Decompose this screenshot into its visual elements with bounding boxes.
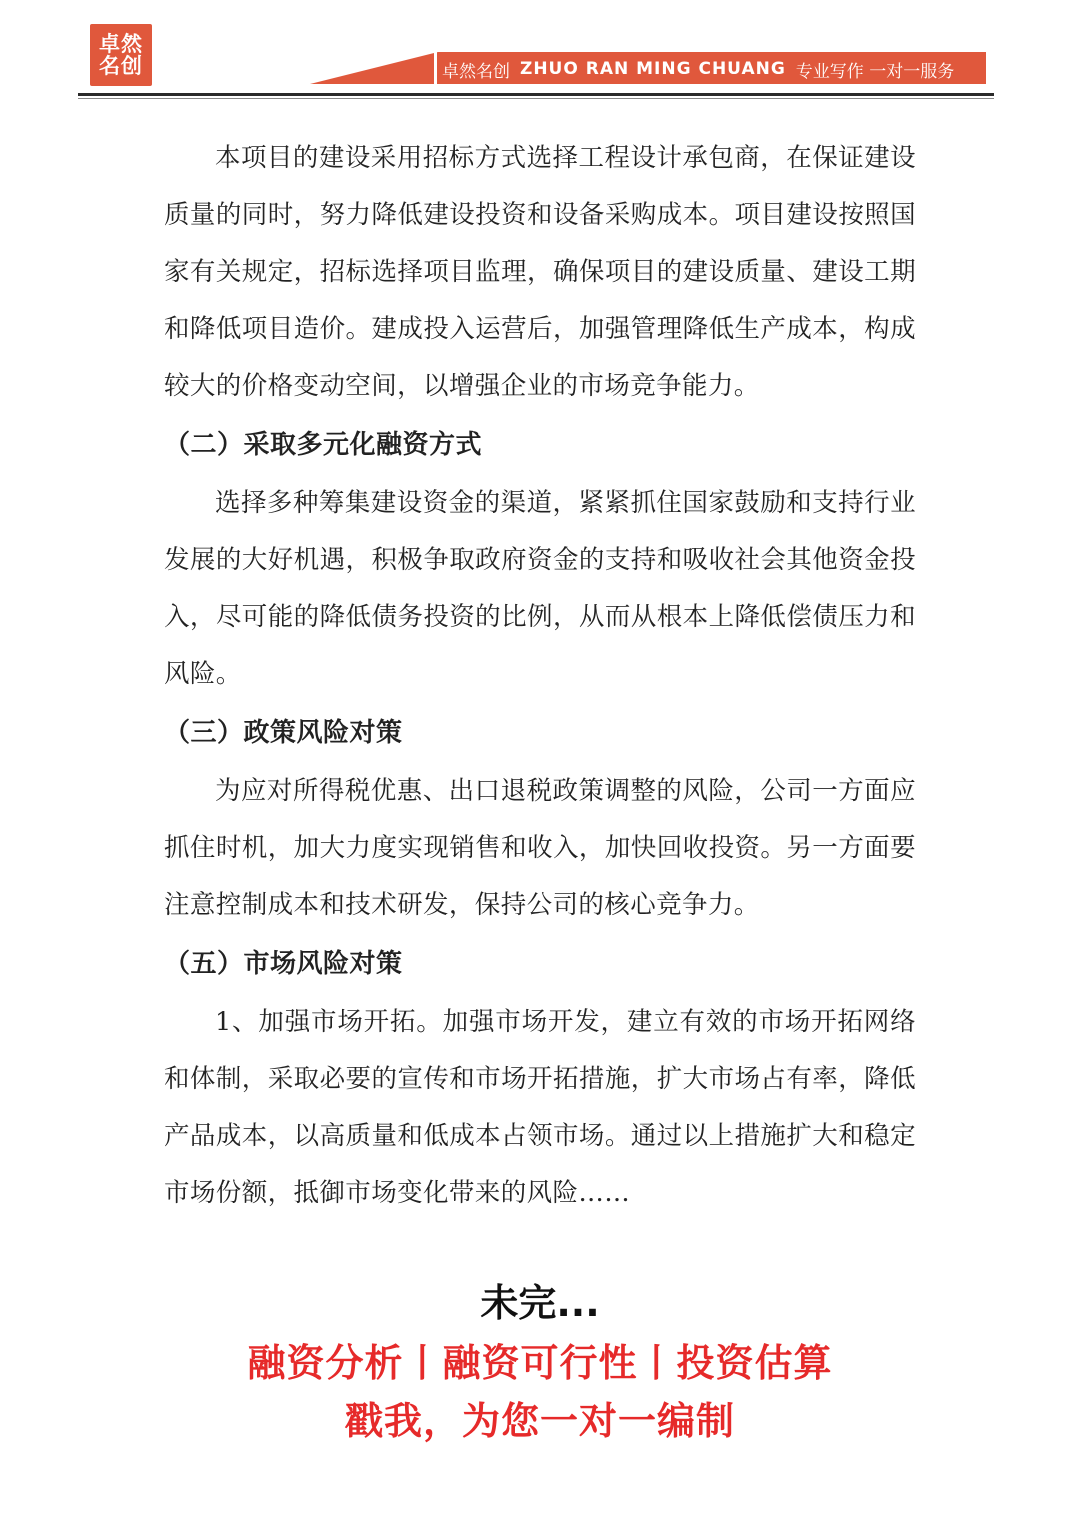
page-footer	[0, 1272, 1080, 1450]
paragraph-construction: 本项目的建设采用招标方式选择工程设计承包商，在保证建设质量的同时，努力降低建设投资和设备采购成本。项目建设按照国家有关规定，招标选择项目监理，确保项目的建设质量、建设工期和降低项目造价。建成投入运营后，加强管理降低生产成本，构成较大的价格变动空间，以增强企业的市场竞争能力。	[164, 143, 916, 401]
document-body	[164, 130, 916, 1222]
paragraph-financing: 选择多种筹集建设资金的渠道，紧紧抓住国家鼓励和支持行业发展的大好机遇，积极争取政府资金的支持和吸收社会其他资金投入，尽可能的降低债务投资的比例，从而从根本上降低偿债压力和风险。	[164, 488, 916, 689]
heading-policy-risk: （三）政策风险对策	[164, 718, 403, 748]
unfinished-notice: 未完...	[480, 1281, 600, 1325]
header-rule-thin	[78, 98, 994, 99]
heading-market-risk: （五）市场风险对策	[164, 949, 403, 979]
header-rule	[78, 93, 994, 96]
page-header	[0, 0, 1080, 100]
paragraph-policy-risk: 为应对所得税优惠、出口退税政策调整的风险，公司一方面应抓住时机，加大力度实现销售和收入，加快回收投资。另一方面要注意控制成本和技术研发，保持公司的核心竞争力。	[164, 776, 916, 920]
banner-brand-cn: 卓然名创	[442, 61, 510, 82]
logo-text-top: 卓然	[99, 31, 143, 56]
banner-tagline: 专业写作 一对一服务	[795, 61, 955, 82]
banner-divider	[434, 52, 437, 84]
header-banner-shape	[0, 0, 1080, 100]
logo-text-bottom: 名创	[99, 54, 143, 78]
paragraph-market-risk: 1、加强市场开拓。加强市场开发，建立有效的市场开拓网络和体制，采取必要的宣传和市场开拓措施，扩大市场占有率，降低产品成本，以高质量和低成本占领市场。通过以上措施扩大和稳定市场份额，抵御市场变化带来的风险……	[164, 1007, 916, 1208]
promo-contact-link[interactable]: 戳我，为您一对一编制	[344, 1399, 735, 1443]
banner-brand-en: ZHUO RAN MING CHUANG	[520, 59, 786, 79]
heading-financing: （二）采取多元化融资方式	[164, 430, 483, 460]
brand-logo	[90, 24, 152, 86]
banner-text	[442, 54, 982, 84]
banner-wedge	[310, 52, 438, 84]
promo-services-link[interactable]: 融资分析丨融资可行性丨投资估算	[247, 1341, 833, 1385]
